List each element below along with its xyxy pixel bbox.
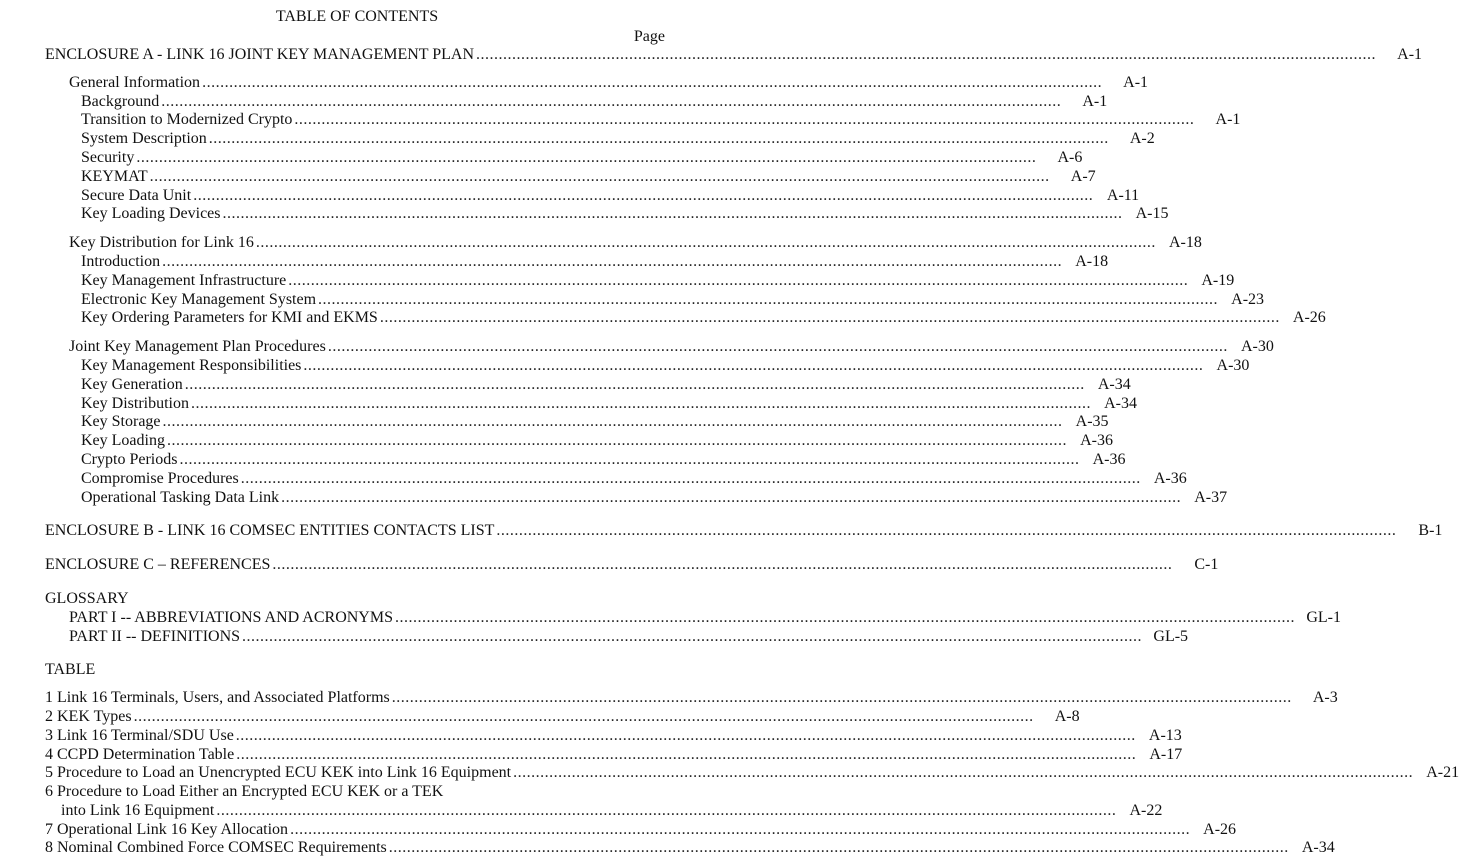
toc-entry-page: A-21 — [1426, 764, 1459, 782]
toc-entry-title: Introduction — [81, 252, 161, 270]
subsection-entry[interactable] — [45, 450, 1126, 470]
dot-leader: ........................................................................................................................................................................................................ — [133, 707, 1034, 725]
glossary-entry[interactable] — [45, 608, 1341, 628]
subsection-entry[interactable] — [45, 271, 1235, 291]
subsection-entry[interactable] — [45, 488, 1228, 508]
toc-entry-page: A-8 — [1054, 707, 1080, 725]
dot-leader: ........................................................................................................................................................................................................ — [191, 394, 1091, 412]
toc-entry-title: Security — [81, 148, 135, 166]
toc-entry-page: A-6 — [1057, 148, 1083, 166]
toc-entry-page: A-2 — [1129, 130, 1155, 148]
enclosure-c-entry[interactable] — [45, 556, 1219, 575]
toc-entry-title: System Description — [81, 130, 207, 148]
section-entry[interactable] — [45, 73, 1149, 93]
glossary-heading: GLOSSARY — [45, 589, 129, 607]
subsection-entry[interactable] — [45, 356, 1250, 376]
toc-entry-title: Operational Tasking Data Link — [81, 488, 280, 506]
toc-entry-title: Key Loading Devices — [81, 205, 221, 223]
dot-leader: ........................................................................................................................................................................................................ — [272, 556, 1173, 574]
subsection-entry[interactable] — [45, 148, 1083, 168]
toc-entry-page: A-1 — [1123, 73, 1149, 91]
subsection-entry[interactable] — [45, 309, 1326, 328]
toc-entry-title: Key Distribution for Link 16 — [69, 234, 254, 252]
table-entry[interactable] — [45, 764, 1459, 783]
subsection-entry[interactable] — [45, 413, 1109, 432]
toc-entry-page: A-34 — [1104, 394, 1137, 412]
toc-entry-title: ENCLOSURE A - LINK 16 JOINT KEY MANAGEMENT PLAN — [45, 46, 475, 63]
dot-leader: ........................................................................................................................................................................................................ — [391, 689, 1292, 707]
toc-entry-page: A-30 — [1240, 338, 1274, 356]
dot-leader: ........................................................................................................................................................................................................ — [288, 271, 1189, 289]
toc-entry-title: Background — [81, 92, 160, 110]
dot-leader: ........................................................................................................................................................................................................ — [236, 745, 1137, 763]
subsection-entry[interactable] — [45, 186, 1140, 206]
dot-leader: ........................................................................................................................................................................................................ — [496, 522, 1397, 540]
toc-entry-page: A-1 — [1215, 111, 1241, 129]
toc-entry-page: A-15 — [1135, 205, 1169, 223]
toc-entry-title: Key Loading — [81, 432, 165, 450]
toc-entry-title: Key Management Responsibilities — [81, 356, 302, 374]
toc-entry-page: A-13 — [1148, 726, 1182, 744]
subsection-entry[interactable] — [45, 111, 1241, 130]
toc-entry-page: A-19 — [1201, 271, 1235, 289]
toc-entry-page: B-1 — [1418, 522, 1443, 540]
table-entry[interactable] — [45, 689, 1338, 708]
subsection-entry[interactable] — [45, 394, 1137, 414]
toc-entry-title: Electronic Key Management System — [81, 290, 317, 308]
toc-entry-page: C-1 — [1194, 556, 1219, 574]
toc-entry-page: A-36 — [1092, 450, 1126, 468]
toc-entry-title: 4 CCPD Determination Table — [45, 745, 235, 763]
toc-entry-title: Compromise Procedures — [81, 469, 239, 487]
toc-entry-page: A-22 — [1129, 801, 1163, 819]
toc-entry-title: 1 Link 16 Terminals, Users, and Associated Platforms — [45, 689, 390, 707]
toc-entry-page: A-3 — [1312, 689, 1338, 707]
toc-entry-page: A-1 — [1082, 92, 1108, 110]
toc-entry-page: A-36 — [1153, 469, 1187, 487]
dot-leader: ........................................................................................................................................................................................................ — [303, 356, 1204, 374]
toc-entry-title: Crypto Periods — [81, 450, 178, 468]
subsection-entry[interactable] — [45, 205, 1169, 224]
dot-leader: ........................................................................................................................................................................................................ — [476, 46, 1377, 63]
dot-leader: ........................................................................................................................................................................................................ — [242, 627, 1143, 645]
toc-entry-title: Key Distribution — [81, 394, 189, 412]
dot-leader: ........................................................................................................................................................................................................ — [149, 167, 1050, 185]
toc-entry-title: Secure Data Unit — [81, 186, 192, 204]
toc-entry-title: 8 Nominal Combined Force COMSEC Requirements — [45, 839, 387, 857]
enclosure-b-entry[interactable] — [45, 522, 1443, 541]
dot-leader: ........................................................................................................................................................................................................ — [327, 338, 1228, 356]
toc-entry-title: KEYMAT — [81, 167, 148, 185]
dot-leader: ........................................................................................................................................................................................................ — [379, 309, 1280, 327]
enclosure-a-entry[interactable] — [45, 46, 1423, 65]
dot-leader: ........................................................................................................................................................................................................ — [193, 186, 1094, 204]
toc-entry-title: Joint Key Management Plan Procedures — [69, 338, 326, 356]
toc-entry-page: A-26 — [1203, 820, 1237, 838]
dot-leader: ........................................................................................................................................................................................................ — [240, 469, 1141, 487]
toc-entry-title: General Information — [69, 73, 201, 91]
subsection-entry[interactable] — [45, 167, 1096, 187]
toc-entry-title: 3 Link 16 Terminal/SDU Use — [45, 726, 234, 744]
dot-leader: ........................................................................................................................................................................................................ — [318, 290, 1219, 308]
toc-entry-title: 7 Operational Link 16 Key Allocation — [45, 820, 289, 838]
dot-leader: ........................................................................................................................................................................................................ — [235, 726, 1136, 744]
dot-leader: ........................................................................................................................................................................................................ — [294, 111, 1195, 129]
dot-leader: ........................................................................................................................................................................................................ — [222, 205, 1123, 223]
dot-leader: ........................................................................................................................................................................................................ — [281, 488, 1182, 506]
toc-entry-title: Key Ordering Parameters for KMI and EKMS — [81, 309, 378, 327]
table-entry[interactable] — [45, 726, 1182, 746]
table-entry[interactable] — [45, 707, 1080, 727]
toc-entry-page: GL-1 — [1306, 608, 1341, 626]
toc-entry-page: A-36 — [1080, 432, 1113, 450]
dot-leader: ........................................................................................................................................................................................................ — [255, 234, 1156, 252]
toc-entry-title: ENCLOSURE B - LINK 16 COMSEC ENTITIES CONTACTS LIST — [45, 522, 495, 540]
subsection-entry[interactable] — [45, 290, 1265, 310]
table-list-heading: TABLE — [45, 661, 96, 679]
dot-leader: ........................................................................................................................................................................................................ — [208, 130, 1109, 148]
table-entry[interactable] — [45, 839, 1335, 858]
toc-entry-page: A-18 — [1168, 234, 1202, 252]
dot-leader: ........................................................................................................................................................................................................ — [161, 92, 1062, 110]
toc-entry-page: A-23 — [1231, 290, 1265, 308]
toc-entry-title: 5 Procedure to Load an Unencrypted ECU KEK into Link 16 Equipment — [45, 764, 512, 782]
dot-leader: ........................................................................................................................................................................................................ — [394, 608, 1295, 626]
subsection-entry[interactable] — [45, 92, 1108, 112]
dot-leader: ........................................................................................................................................................................................................ — [513, 764, 1414, 782]
section-entry[interactable] — [45, 338, 1274, 357]
toc-entry-title: PART II -- DEFINITIONS — [69, 627, 241, 645]
toc-entry-title: Key Storage — [81, 413, 161, 431]
toc-entry-page: A-11 — [1106, 186, 1140, 204]
dot-leader: ........................................................................................................................................................................................................ — [202, 73, 1103, 91]
subsection-entry[interactable] — [45, 469, 1187, 489]
dot-leader: ........................................................................................................................................................................................................ — [290, 820, 1191, 838]
toc-entry-page: A-37 — [1194, 488, 1228, 506]
toc-entry-title: Transition to Modernized Crypto — [81, 111, 293, 129]
toc-entry-title: Key Management Infrastructure — [81, 271, 287, 289]
page-title: TABLE OF CONTENTS — [275, 8, 439, 25]
dot-leader: ........................................................................................................................................................................................................ — [136, 148, 1037, 166]
table-entry[interactable] — [45, 820, 1237, 840]
dot-leader: ........................................................................................................................................................................................................ — [184, 375, 1085, 393]
dot-leader: ........................................................................................................................................................................................................ — [388, 839, 1289, 857]
toc-entry-title: PART I -- ABBREVIATIONS AND ACRONYMS — [69, 608, 393, 626]
table-entry[interactable] — [45, 745, 1183, 765]
toc-entry-page: A-1 — [1397, 46, 1423, 63]
dot-leader: ........................................................................................................................................................................................................ — [162, 413, 1063, 431]
toc-body — [45, 46, 1459, 858]
dot-leader: ........................................................................................................................................................................................................ — [216, 801, 1117, 819]
toc-entry-page: A-18 — [1075, 252, 1109, 270]
toc-entry-title: into Link 16 Equipment — [61, 801, 215, 819]
dot-leader: ........................................................................................................................................................................................................ — [166, 432, 1067, 450]
section-entry[interactable] — [45, 234, 1202, 253]
toc-entry-page: A-30 — [1216, 356, 1250, 374]
toc-entry-page: GL-5 — [1153, 627, 1189, 645]
dot-leader: ........................................................................................................................................................................................................ — [179, 450, 1080, 468]
toc-entry-title: Key Generation — [81, 375, 183, 393]
toc-entry-page: A-34 — [1097, 375, 1131, 393]
table-entry-title-line1: 6 Procedure to Load Either an Encrypted ECU KEK or a TEK — [45, 783, 444, 801]
table-of-contents — [45, 7, 1459, 858]
subsection-entry[interactable] — [45, 432, 1113, 451]
toc-entry-page: A-17 — [1149, 745, 1183, 763]
toc-entry-page: A-34 — [1301, 839, 1335, 857]
toc-entry-title: 2 KEK Types — [45, 707, 132, 725]
toc-entry-title: ENCLOSURE C – REFERENCES — [45, 556, 271, 574]
glossary-entry[interactable] — [45, 627, 1189, 647]
table-entry[interactable] — [45, 801, 1163, 821]
dot-leader: ........................................................................................................................................................................................................ — [162, 252, 1063, 270]
subsection-entry[interactable] — [45, 252, 1109, 272]
toc-entry-page: A-26 — [1292, 309, 1326, 327]
toc-entry-page: A-35 — [1075, 413, 1109, 431]
subsection-entry[interactable] — [45, 375, 1131, 395]
page-column-header: Page — [633, 28, 665, 45]
subsection-entry[interactable] — [45, 130, 1155, 149]
toc-entry-page: A-7 — [1070, 167, 1096, 185]
